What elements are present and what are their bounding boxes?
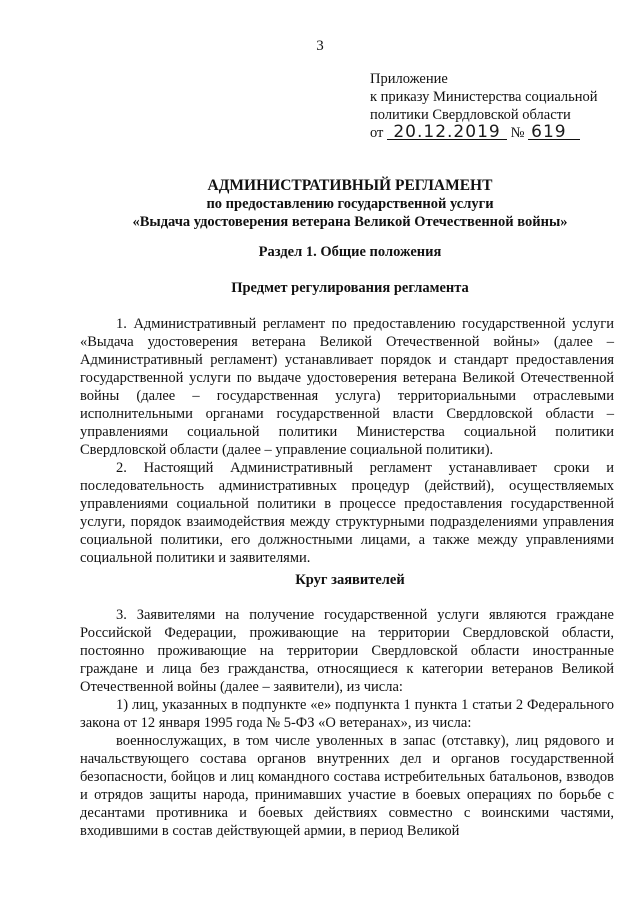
body-text-2 xyxy=(80,606,614,840)
paragraph: 3. Заявителями на получение государственной услуги являются граждане Российской Федерации, проживающие на территории Свердловской области, постоянно проживающие на территории Свердловской области иностранные граждане и лица без гражданства, относящиеся к категории ветеранов Великой Отечественной войны (далее – заявители), из числа: xyxy=(80,607,614,695)
paragraph: 2. Настоящий Административный регламент устанавливает сроки и последовательность административных процедур (действий), осуществляемых управлениями социальной политики в процессе предоставления государственной услуги, порядок взаимодействия между структурными подразделениями управления социальной политики, его должностными лицами, а также между управлениями социальной политики и заявителями. xyxy=(80,460,614,566)
appendix-date-line xyxy=(370,124,632,142)
paragraph: 1) лиц, указанных в подпункте «е» подпункта 1 пункта 1 статьи 2 Федерального закона от 12 января 1995 года № 5-ФЗ «О ветеранах», из числа: xyxy=(80,697,614,731)
subheading-applicants: Круг заявителей xyxy=(295,572,405,588)
section-heading: Раздел 1. Общие положения xyxy=(258,244,442,260)
title-main: АДМИНИСТРАТИВНЫЙ РЕГЛАМЕНТ xyxy=(207,177,493,194)
appendix-line: политики Свердловской области xyxy=(370,107,571,123)
handwritten-number: 619 xyxy=(528,125,580,140)
date-prefix: от xyxy=(370,125,384,141)
paragraph: военнослужащих, в том числе уволенных в запас (отставку), лиц рядового и начальствующего состава органов внутренних дел и органов государственной безопасности, бойцов и лиц командного состава истребительных батальонов, взводов и отрядов защиты народа, принимавших участие в боевых операциях по борьбе с десантами противника и боевых действиях совместно с воинскими частями, входившими в состав действующей армии, в период Великой xyxy=(80,733,614,839)
appendix-block xyxy=(370,70,632,142)
page-number: 3 xyxy=(316,38,324,54)
paragraph: 1. Административный регламент по предоставлению государственной услуги «Выдача удостоверения ветерана Великой Отечественной войны» (далее – Административный регламент) устанавливает порядок и стандарт предоставления государственной услуги по выдаче удостоверения ветерана Великой Отечественной войны (далее – государственная услуга) территориальными отраслевыми исполнительными органами государственной власти Свердловской области – управлениями социальной политики Министерства социальной политики Свердловской области (далее – управление социальной политики). xyxy=(80,316,614,458)
appendix-line: к приказу Министерства социальной xyxy=(370,89,598,105)
title-line: «Выдача удостоверения ветерана Великой Отечественной войны» xyxy=(132,214,568,230)
body-text-1 xyxy=(80,315,614,567)
appendix-line: Приложение xyxy=(370,71,448,87)
subheading-subject: Предмет регулирования регламента xyxy=(231,280,469,296)
handwritten-date: 20.12.2019 xyxy=(387,125,507,140)
document-title xyxy=(60,176,640,231)
number-prefix: № xyxy=(510,125,525,141)
title-line: по предоставлению государственной услуги xyxy=(206,196,494,212)
